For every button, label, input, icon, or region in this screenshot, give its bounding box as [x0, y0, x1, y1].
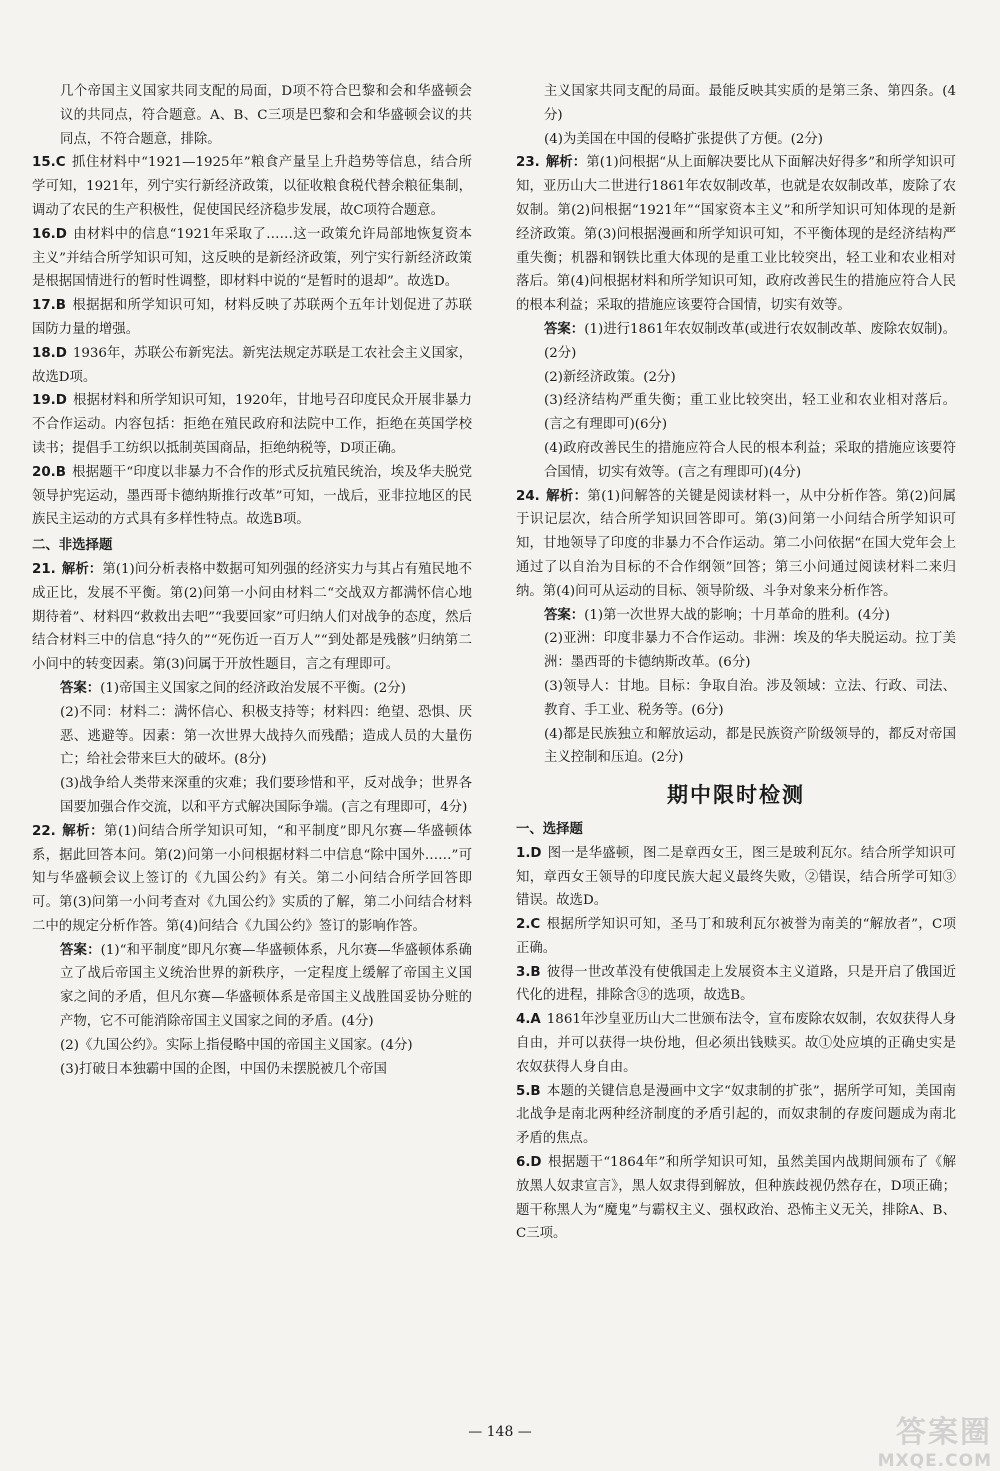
answer-paragraph [516, 151, 956, 318]
question-number: 21. [32, 561, 56, 577]
answer-paragraph [516, 389, 956, 437]
left-column [32, 80, 472, 1081]
answer-paragraph [516, 961, 956, 1009]
answer-text: (2)不同：材料二：满怀信心、积极支持等；材料四：绝望、恐惧、厌恶、逃避等。因素：第一次世界大战持久而残酷；造成人员的大量伤亡；给社会带来巨大的破坏。(8分) [60, 704, 472, 768]
watermark-url: MXQE.COM [877, 1451, 992, 1471]
answer-text: (1)帝国主义国家之间的经济政治发展不平衡。(2分) [100, 680, 406, 696]
answer-text: 第(1)问根据“从上面解决要比从下面解决好得多”和所学知识可知，亚历山大二世进行1861年农奴制改革，也就是农奴制改革，废除了农奴制。第(2)问根据“1921年”“国家资本主义”和所学知识可知体现的是新经济政策。第(3)问根据漫画和所学知识可知，不平衡体现的是经济结构严重失衡；机器和钢铁比重大体现的是重工业比较突出，轻工业和农业相对落后。第(4)问根据材料和所学知识可知，政府改善民生的措施应符合人民的根本利益；采取的措施应该要符合国情，切实有效等。 [516, 155, 956, 314]
answer-text: (1)“和平制度”即凡尔赛—华盛顿体系，凡尔赛—华盛顿体系确立了战后帝国主义统治世界的新秩序，一定程度上缓解了帝国主义国家之间的矛盾，但凡尔赛—华盛顿体系是帝国主义战胜国妥协分赃的产物，它不可能消除帝国主义国家之间的矛盾。(4分) [60, 942, 473, 1030]
watermark-text: 答案圈 [896, 1415, 992, 1450]
answer-paragraph [32, 223, 472, 294]
answer-text: 根据材料和所学知识可知，1920年，甘地号召印度民众开展非暴力不合作运动。内容包括：拒绝在殖民政府和法院中工作，拒绝在英国学校读书；提倡手工纺织以抵制英国商品，拒绝纳税等，D项正确。 [32, 393, 472, 456]
answer-paragraph [516, 485, 956, 604]
answer-label: 答案： [544, 320, 585, 337]
answer-paragraph [516, 128, 956, 152]
question-number: 18.D [32, 345, 67, 361]
question-number: 4.A [516, 1012, 541, 1028]
answer-paragraph [32, 294, 472, 342]
answer-label: 答案： [60, 679, 101, 696]
question-number: 19.D [32, 393, 67, 409]
answer-text: (2)《九国公约》。实际上指侵略中国的帝国主义国家。(4分) [60, 1037, 413, 1053]
answer-text: (3)打破日本独霸中国的企图，中国仍未摆脱被几个帝国 [60, 1061, 387, 1077]
answer-label: 解析： [61, 560, 103, 577]
question-number: 3.B [516, 964, 541, 980]
question-number: 5.B [516, 1083, 541, 1099]
question-number: 17.B [32, 298, 66, 314]
answer-text: (1)进行1861年农奴制改革(或进行农奴制改革、废除农奴制)。(2分) [544, 321, 957, 361]
answer-paragraph [516, 604, 956, 628]
question-number: 15.C [32, 155, 66, 171]
answer-paragraph [32, 772, 472, 820]
answer-paragraph [516, 1008, 956, 1079]
answer-paragraph [516, 1151, 956, 1246]
answer-text: 抓住材料中“1921—1925年”粮食产量呈上升趋势等信息，结合所学可知，1921年，列宁实行新经济政策，以征收粮食税代替余粮征集制，调动了农民的生产积极性，促使国民经济稳步发展，故C项符合题意。 [32, 155, 472, 218]
answer-text: 主义国家共同支配的局面。最能反映其实质的是第三条、第四条。(4分) [544, 84, 956, 123]
right-column [516, 80, 956, 1246]
answer-paragraph [32, 389, 472, 460]
answer-label: 答案： [544, 606, 585, 623]
question-number: 1.D [516, 845, 542, 861]
answer-paragraph [32, 677, 472, 701]
answer-paragraph [516, 437, 956, 485]
answer-paragraph [516, 1080, 956, 1151]
answer-text: (3)战争给人类带来深重的灾难；我们要珍惜和平，反对战争；世界各国要加强合作交流，以和平方式解决国际争端。(言之有理即可，4分) [60, 776, 472, 815]
answer-text: (2)新经济政策。(2分) [544, 369, 676, 385]
answer-text: 根据据和所学知识可知，材料反映了苏联两个五年计划促进了苏联国防力量的增强。 [32, 298, 472, 337]
answer-text: (1)第一次世界大战的影响；十月革命的胜利。(4分) [584, 607, 890, 623]
answer-paragraph [32, 820, 472, 939]
answer-paragraph [32, 701, 472, 772]
answer-paragraph [516, 627, 956, 675]
answer-text: 本题的关键信息是漫画中文字“奴隶制的扩张”，据所学可知，美国南北战争是南北两种经济制度的矛盾引起的，而奴隶制的存废问题成为南北矛盾的焦点。 [516, 1083, 956, 1147]
answer-text: (3)经济结构严重失衡；重工业比较突出，轻工业和农业相对落后。(言之有理即可)(6分) [544, 393, 956, 433]
section-heading: 二、非选择题 [32, 538, 113, 554]
answer-text: 第(1)问解答的关键是阅读材料一，从中分析作答。第(2)问属于识记层次，结合所学知识回答即可。第(3)问第一小问结合所学知识可知，甘地领导了印度的非暴力不合作运动。第二小问依据“在国大党年会上通过了以自治为目标的不合作纲领”回答；第三小问通过阅读材料二来归纳。第(4)问可从运动的目标、领导阶级、斗争对象来分析作答。 [516, 488, 957, 599]
question-number: 24. [516, 488, 540, 504]
answer-text: (4)政府改善民生的措施应符合人民的根本利益；采取的措施应该要符合国情，切实有效等。(言之有理即可)(4分) [544, 440, 956, 480]
answer-text: 1936年，苏联公布新宪法。新宪法规定苏联是工农社会主义国家，故选D项。 [32, 345, 472, 385]
page-number: — 148 — [468, 1424, 532, 1440]
question-number: 16.D [32, 226, 67, 242]
answer-text: (2)亚洲：印度非暴力不合作运动。非洲：埃及的华夫脱运动。拉丁美洲：墨西哥的卡德纳斯改革。(6分) [544, 631, 956, 671]
answer-label: 解析： [545, 487, 588, 504]
answer-paragraph [32, 461, 472, 532]
question-number: 6.D [516, 1155, 542, 1171]
answer-text: 彼得一世改革没有使俄国走上发展资本主义道路，只是开启了俄国近代化的进程，排除含③的选项，故选B。 [516, 964, 956, 1004]
answer-text: 几个帝国主义国家共同支配的局面，D项不符合巴黎和会和华盛顿会议的共同点，符合题意。A、B、C三项是巴黎和会和华盛顿会议的共同点，不符合题意，排除。 [60, 84, 472, 147]
answer-paragraph [516, 913, 956, 961]
answer-label: 解析： [545, 154, 587, 171]
watermark-logo [802, 1407, 992, 1471]
answer-paragraph [32, 151, 472, 222]
answer-text: 根据所学知识可知，圣马丁和玻利瓦尔被誉为南美的“解放者”，C项正确。 [516, 917, 956, 956]
answer-label: 解析： [61, 822, 105, 839]
question-number: 2.C [516, 917, 541, 933]
question-number: 22. [32, 823, 56, 839]
answer-paragraph [516, 675, 956, 723]
answer-text: (4)都是民族独立和解放运动，都是民族资产阶级领导的，都反对帝国主义控制和压迫。(2分) [544, 726, 956, 766]
section-heading: 一、选择题 [516, 821, 583, 837]
answer-text: 由材料中的信息“1921年采取了……这一政策允许局部地恢复资本主义”并结合所学知识可知，这反映的是新经济政策，列宁实行新经济政策是根据国情进行的暂时性调整，即材料中说的“是暂时的退却”。故选D。 [32, 226, 472, 290]
question-number: 20.B [32, 464, 66, 480]
answer-paragraph [516, 366, 956, 390]
answer-text: (4)为美国在中国的侵略扩张提供了方便。(2分) [544, 131, 823, 147]
answer-paragraph [32, 342, 472, 390]
answer-text: 1861年沙皇亚历山大二世颁布法令，宣布废除农奴制，农奴获得人身自由，并可以获得一块份地，但必须出钱赎买。故①处应填的正确史实是农奴获得人身自由。 [516, 1012, 956, 1075]
answer-text: (3)领导人：甘地。目标：争取自治。涉及领域：立法、行政、司法、教育、手工业、税务等。(6分) [544, 678, 956, 718]
answer-paragraph [516, 842, 956, 913]
answer-paragraph [516, 723, 956, 771]
answer-paragraph [32, 80, 472, 151]
answer-text: 根据题干“印度以非暴力不合作的形式反抗殖民统治，埃及华夫脱党领导护宪运动，墨西哥卡德纳斯推行改革”可知，一战后，亚非拉地区的民族民主运动的方式具有多样性特点。故选B项。 [32, 464, 472, 528]
question-number: 23. [516, 155, 540, 171]
answer-text: 第(1)问结合所学知识可知，“和平制度”即凡尔赛—华盛顿体系，据此回答本问。第(2)问第一小问根据材料二中信息“除中国外……”可知与华盛顿会议上签订的《九国公约》有关。第二小问结合所学回答即可。第(3)问第一小问考查对《九国公约》实质的了解，第二小问结合材料二中的规定分析作答。第(4)问结合《九国公约》签订的影响作答。 [32, 823, 472, 934]
answer-paragraph [32, 558, 472, 677]
answer-text: 根据题干“1864年”和所学知识可知，虽然美国内战期间颁布了《解放黑人奴隶宣言》，黑人奴隶得到解放，但种族歧视仍然存在，D项正确；题干称黑人为“魔鬼”与霸权主义、强权政治、恐怖主义无关，排除A、B、C三项。 [516, 1155, 956, 1242]
answer-paragraph [516, 318, 956, 366]
answer-paragraph [516, 80, 956, 128]
answer-text: 第(1)问分析表格中数据可知列强的经济实力与其占有殖民地不成正比，发展不平衡。第(2)问第一小问由材料二“交战双方都满怀信心地期待着”、材料四“救救出去吧”“我要回家”可归纳人们对战争的态度，然后结合材料三中的信息“持久的”“死伤近一百万人”“到处都是残骸”归纳第二小问中的转变因素。第(3)问属于开放性题目，言之有理即可。 [32, 561, 473, 673]
section-title: 期中限时检测 [667, 783, 805, 808]
answer-paragraph [32, 1058, 472, 1082]
answer-label: 答案： [60, 941, 101, 958]
answer-paragraph [32, 1034, 472, 1058]
answer-paragraph [32, 939, 472, 1034]
answer-text: 图一是华盛顿，图二是章西女王，图三是玻利瓦尔。结合所学知识可知，章西女王领导的印度民族大起义最终失败，②错误，结合所学可知③错误。故选D。 [516, 845, 956, 909]
